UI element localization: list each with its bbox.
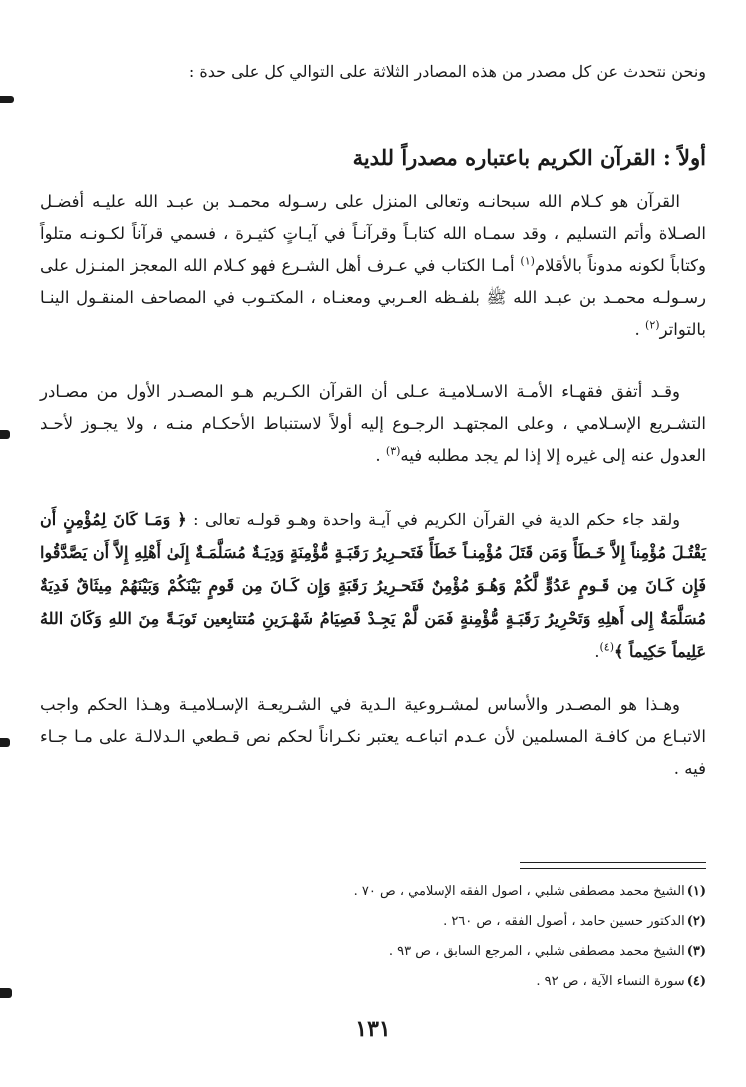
paragraph-scholars-agreement [40, 376, 706, 472]
footnote-text: سورة النساء الآية ، ص ٩٢ . [536, 974, 685, 989]
paragraph-text: أمـا الكتاب في عـرف أهل الشـرع فهو كـلام الله المعجز المنـزل على رسـولـه محمـد بن عبـد الله ﷺ بلفـظه العـربي ومعنـاه ، المكتـوب في المصاحف المنقـول الينـا بالتواتر [40, 256, 706, 339]
paragraph-text: وقـد أتفق فقهـاء الأمـة الاسـلاميـة عـلى أن القرآن الكـريم هـو المصـدر الأول من مصـادر التشـريع الإسـلامي ، وعلى المجتهـد الرجـوع إليه أولاً لاستنباط الأحكـام منـه ، ولا يجـوز لأحـد العدول عنه إلى غيره إلا إذا لم يجد مطلبه فيه [40, 382, 706, 465]
paragraph-legal-basis: وهـذا هو المصـدر والأساس لمشـروعية الـدية في الشـريعـة الإسـلاميـة وهـذا الحكم واجب الاتبـاع من كافـة المسلمين لأن عـدم اتباعـه يعتبر نكـراناً لحكم نص قـطعي الـدلالـة على مـا جـاء فيه . [40, 695, 706, 778]
footnote-number: (٤) [686, 974, 706, 989]
paragraph-text: . [375, 446, 386, 465]
footnote-item [46, 907, 706, 937]
footnote-text: الدكتور حسين حامد ، أصول الفقه ، ص ٢٦٠ . [443, 914, 685, 929]
page-edge-mark [0, 738, 10, 747]
footnote-text: الشيخ محمد مصطفى شلبي ، اصول الفقه الإسلامي ، ص ٧٠ . [353, 884, 685, 899]
footnote-item [46, 937, 706, 967]
page-edge-mark [0, 430, 10, 439]
paragraph-text: . [594, 642, 600, 661]
paragraph-text: . [634, 320, 646, 339]
paragraph-text: ولقد جاء حكم الدية في القرآن الكريم في آيـة واحدة وهـو قولـه تعالى : [186, 510, 681, 529]
footnote-reference: (٢) [645, 318, 660, 332]
footnote-divider [520, 862, 706, 869]
paragraph-quran-definition [40, 186, 706, 346]
footnote-item [46, 877, 706, 907]
page-number: ١٣١ [355, 1016, 391, 1042]
footnote-reference: (١) [520, 254, 535, 268]
paragraph-text: القرآن هو كـلام الله سبحانـه وتعالى المنزل على رسـوله محمـد بن عبـد الله عليـه أفضـل الصـلاة وأتم التسليم ، وقد سمـاه الله كتابـاً وقرآنـاً في آيـاتٍ كثيـرة ، فسمي قرآناً لكـونـه متلواً وكتاباً لكونه مدوناً بالأقلام [40, 192, 706, 275]
footnote-text: الشيخ محمد مصطفى شلبي ، المرجع السابق ، ص ٩٣ . [388, 944, 685, 959]
footnote-number: (٢) [686, 914, 706, 929]
intro-paragraph: ونحن نتحدث عن كل مصدر من هذه المصادر الثلاثة على التوالي كل على حدة : [188, 62, 706, 81]
footnote-number: (١) [686, 884, 706, 899]
footnote-item [46, 967, 706, 997]
paragraph-quran-verse [40, 503, 706, 668]
page-edge-mark [0, 96, 14, 103]
footnote-reference: (٣) [385, 444, 401, 458]
footnote-number: (٣) [686, 944, 706, 959]
quran-verse: ﴿ وَمَـا كَانَ لِمُؤْمِنٍ أَن يَقْتُـلَ مُؤْمِناً إِلاَّ خَـطَأً وَمَن قَتَلَ مُؤْمِنـاً خَطَأً فَتَحـرِيرُ رَقَبَـةٍ مُّؤْمِنَةٍ وَدِيَـةٌ مُسَلَّمَـةٌ إِلَىٰ أَهْلِهِ إِلاَّ أَن يَصَّدَّقُوا فَإِن كَـانَ مِن قَـومٍ عَدُوٍّ لَّكُمْ وَهُـوَ مُؤْمِنٌ فَتَحـرِيرُ رَقَبَةٍ وَإِن كَـانَ مِن قَومٍ بَيْنَكُمْ وَبَيْنَهُمْ مِيثَاقٌ فَدِيَةٌ مُسَلَّمَةٌ إِلى أَهلِهِ وَتَحْرِيرُ رَقَبَـةٍ مُّؤْمِنةٍ فَمَن لَّمْ يَجِـدْ فَصِيَامُ شَهْـرَينِ مُتتابِعين تَوبَـةً مِنَ اللهِ وَكَانَ اللهُ عَلِيماً حَكِيماً ﴾ [40, 510, 706, 661]
page-edge-mark [0, 988, 12, 998]
footnotes-list [46, 877, 706, 997]
footnote-reference: (٤) [599, 640, 614, 654]
section-heading: أولاً : القرآن الكريم باعتباره مصدراً للدية [352, 145, 706, 170]
